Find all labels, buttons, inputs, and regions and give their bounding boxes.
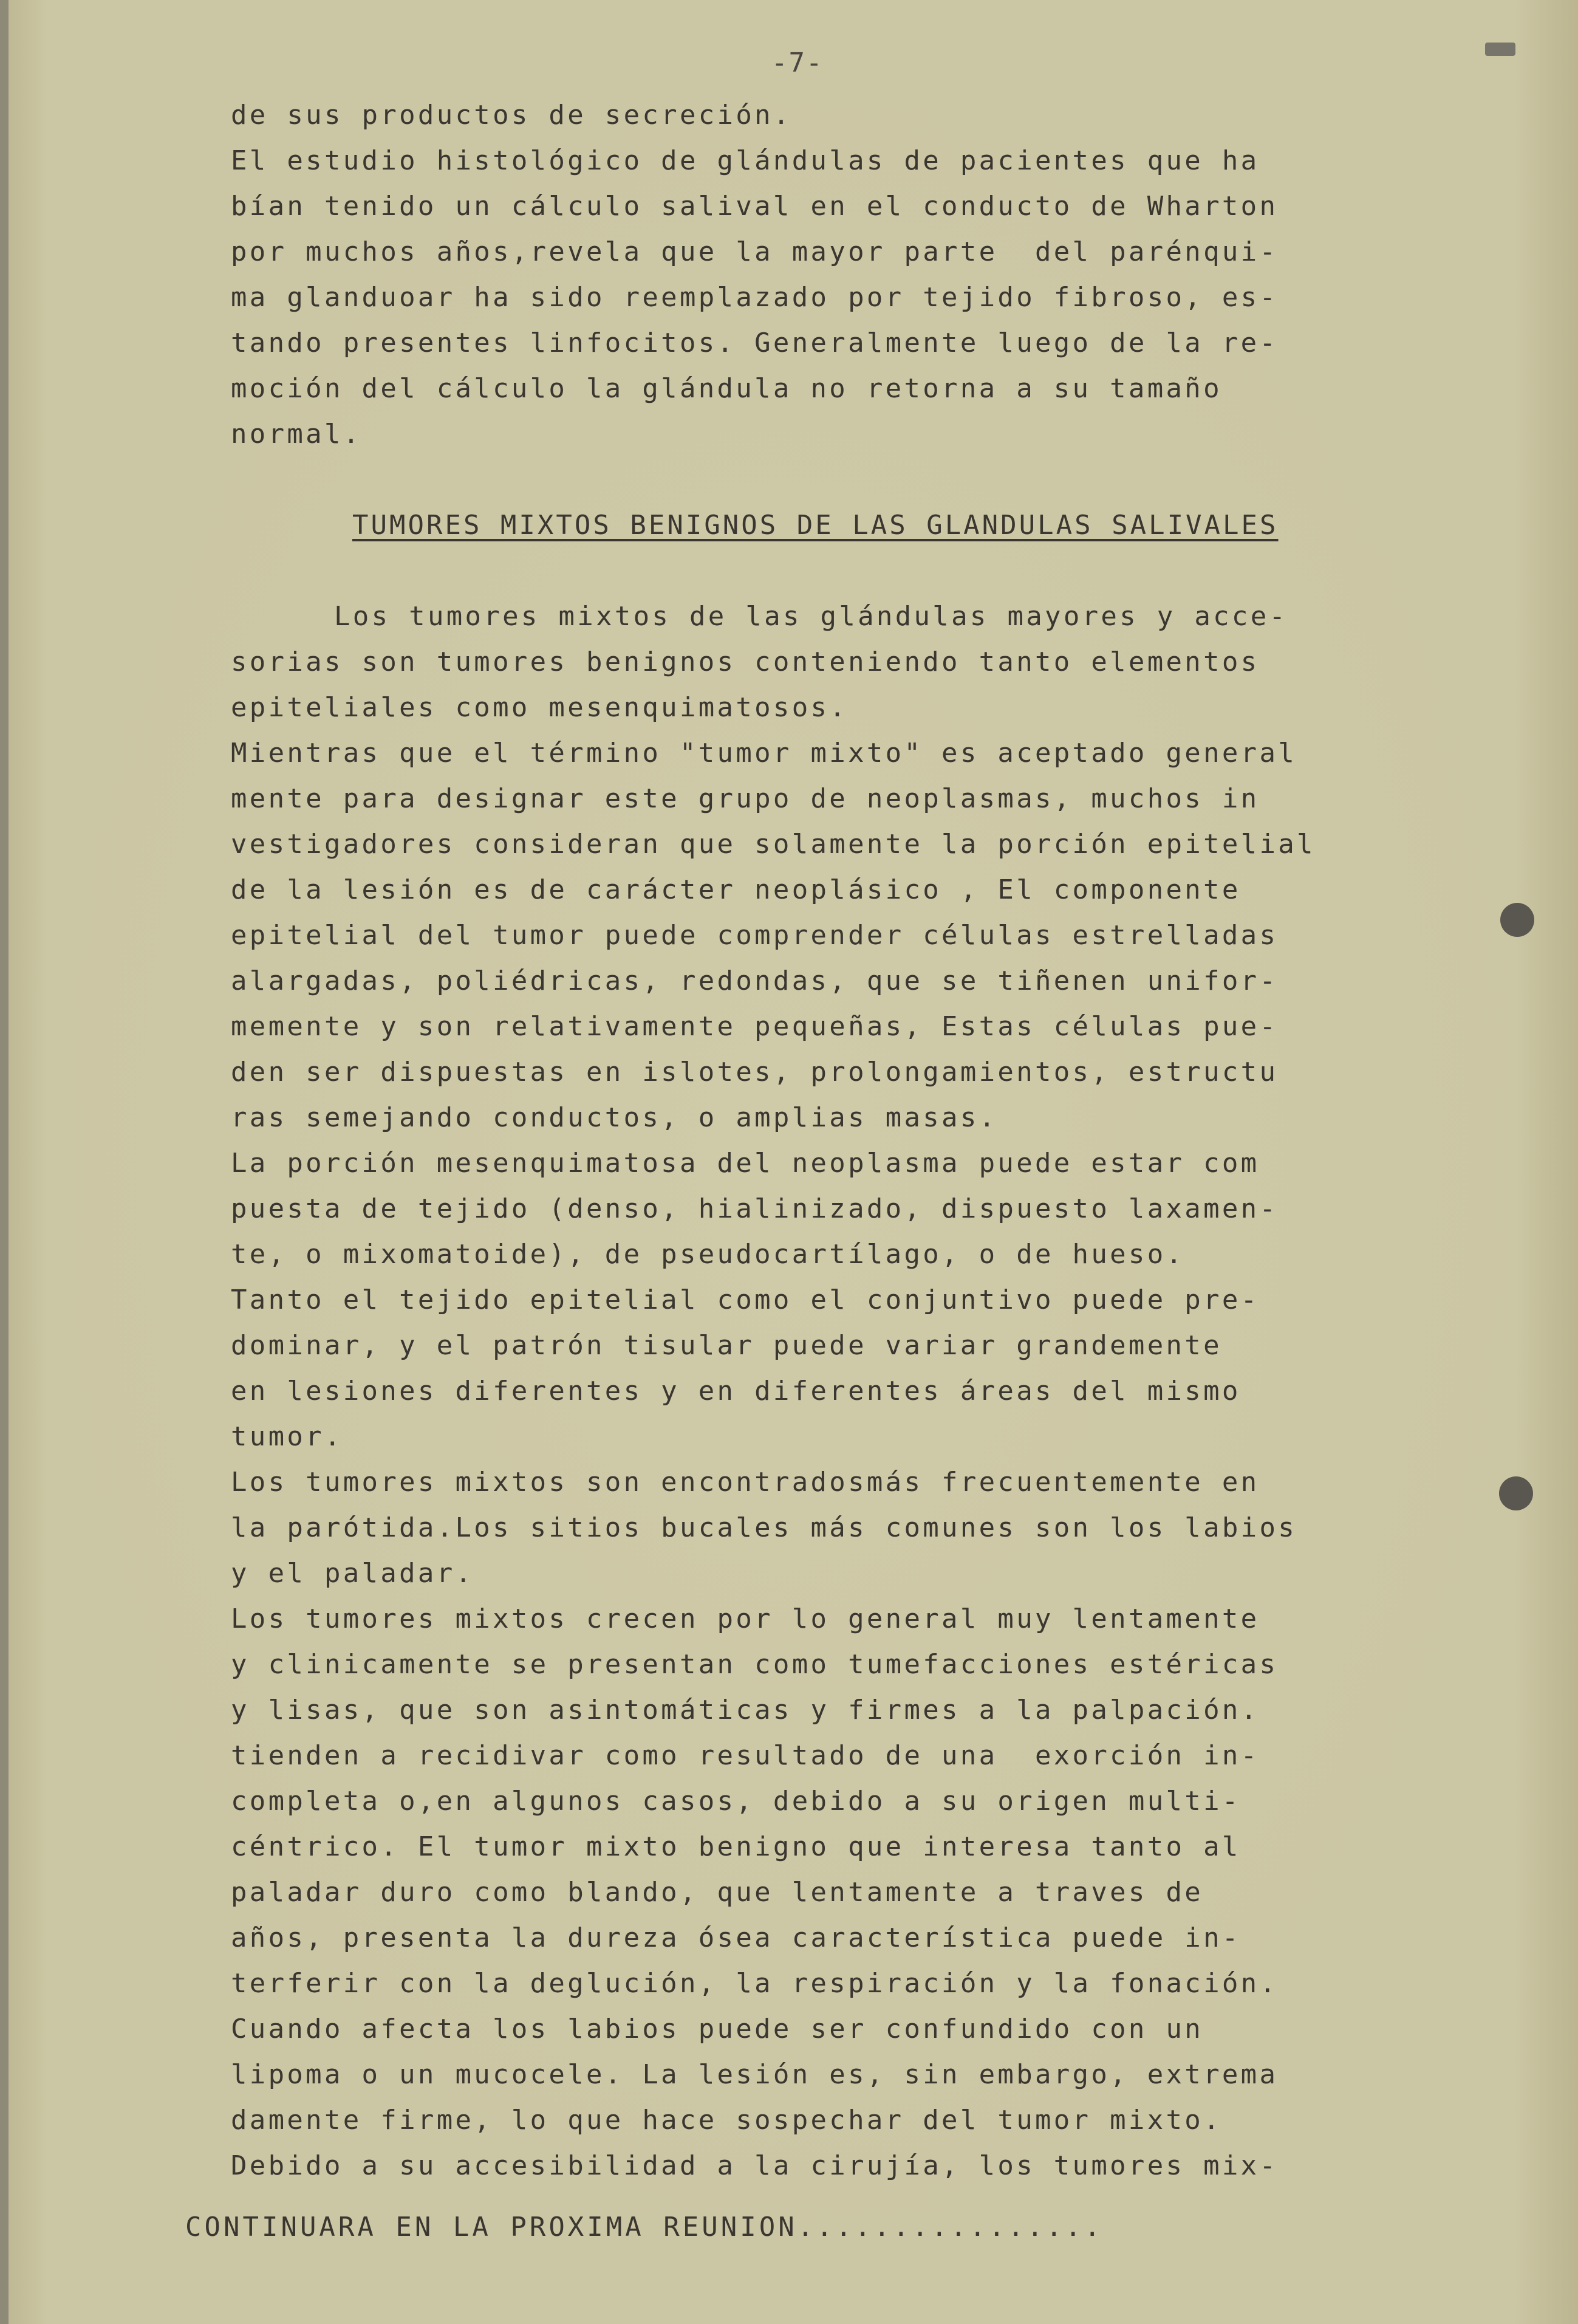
spacer — [231, 457, 1348, 502]
text-line: dominar, y el patrón tisular puede variar grandemente — [231, 1330, 1222, 1361]
text-line: años, presenta la dureza ósea característica puede in- — [231, 1922, 1241, 1953]
text-line: tienden a recidivar como resultado de una exorción in- — [231, 1740, 1260, 1771]
text-line: La porción mesenquimatosa del neoplasma puede estar com — [231, 1148, 1260, 1179]
text-line: ras semejando conductos, o amplias masas. — [231, 1102, 998, 1133]
spacer — [231, 548, 1348, 594]
text-line: bían tenido un cálculo salival en el conducto de Wharton — [231, 191, 1279, 222]
text-line: den ser dispuestas en islotes, prolongamientos, estructu — [231, 1057, 1279, 1088]
text-line: alargadas, poliédricas, redondas, que se tiñenen unifor- — [231, 965, 1279, 996]
text-line: te, o mixomatoide), de pseudocartílago, o de hueso. — [231, 1239, 1185, 1270]
text-line: normal. — [231, 419, 362, 450]
text-line: El estudio histológico de glándulas de pacientes que ha — [231, 145, 1260, 176]
text-line: puesta de tejido (denso, hialinizado, dispuesto laxamen- — [231, 1193, 1279, 1224]
text-line: Debido a su accesibilidad a la cirujía, los tumores mix- — [231, 2150, 1279, 2181]
binder-hole-bottom — [1499, 1476, 1533, 1510]
text-line: Los tumores mixtos son encontradosmás frecuentemente en — [231, 1467, 1260, 1498]
tape-mark — [1485, 43, 1515, 56]
text-line: de la lesión es de carácter neoplásico , El componente — [231, 874, 1241, 905]
text-line: completa o,en algunos casos, debido a su origen multi- — [231, 1786, 1241, 1817]
text-line: Mientras que el término "tumor mixto" es aceptado general — [231, 738, 1297, 769]
text-line: moción del cálculo la glándula no retorna a su tamaño — [231, 373, 1241, 404]
text-line: damente firme, lo que hace sospechar del tumor mixto. — [231, 2105, 1222, 2136]
paragraph-histology — [231, 92, 1348, 457]
text-line: sorias son tumores benignos conteniendo tanto elementos — [231, 646, 1260, 677]
page-edge — [0, 0, 9, 2324]
text-line: Los tumores mixtos crecen por lo general muy lentamente — [231, 1603, 1260, 1634]
text-line: Cuando afecta los labios puede ser confundido con un — [231, 2014, 1204, 2045]
text-line: terferir con la deglución, la respiración y la fonación. — [231, 1968, 1279, 1999]
text-line: Los tumores mixtos de las glándulas mayores y acce- — [334, 601, 1288, 632]
text-line: Tanto el tejido epitelial como el conjuntivo puede pre- — [231, 1284, 1260, 1315]
text-line: por muchos años,revela que la mayor parte del parénqui- — [231, 236, 1279, 267]
text-line: de sus productos de secreción. — [231, 100, 792, 131]
text-line: mente para designar este grupo de neoplasmas, muchos in — [231, 783, 1260, 814]
typed-page-body — [231, 92, 1348, 2189]
text-line: y el paladar. — [231, 1558, 474, 1589]
text-line: en lesiones diferentes y en diferentes áreas del mismo — [231, 1376, 1241, 1407]
text-line: céntrico. El tumor mixto benigno que interesa tanto al — [231, 1831, 1241, 1862]
text-line: y lisas, que son asintomáticas y firmes a la palpación. — [231, 1695, 1260, 1726]
text-line: la parótida.Los sitios bucales más comunes son los labios — [231, 1512, 1297, 1543]
text-line: vestigadores consideran que solamente la porción epitelial — [231, 829, 1316, 860]
text-line: ma glanduoar ha sido reemplazado por tejido fibroso, es- — [231, 282, 1279, 313]
text-line: tumor. — [231, 1421, 343, 1452]
continuation-footer: CONTINUARA EN LA PROXIMA REUNION................ — [185, 2212, 1104, 2243]
section-heading: TUMORES MIXTOS BENIGNOS DE LAS GLANDULAS SALIVALES — [352, 510, 1279, 541]
text-line: epiteliales como mesenquimatosos. — [231, 692, 849, 723]
text-line: memente y son relativamente pequeñas, Estas células pue- — [231, 1011, 1279, 1042]
page-number: -7- — [771, 47, 824, 78]
text-line: y clinicamente se presentan como tumefacciones estéricas — [231, 1649, 1279, 1680]
paragraph-mixed-tumors — [231, 594, 1348, 2189]
text-line: lipoma o un mucocele. La lesión es, sin embargo, extrema — [231, 2059, 1279, 2090]
text-line: tando presentes linfocitos. Generalmente luego de la re- — [231, 327, 1279, 358]
text-line: epitelial del tumor puede comprender células estrelladas — [231, 920, 1279, 951]
binder-hole-top — [1500, 903, 1534, 937]
text-line: paladar duro como blando, que lentamente a traves de — [231, 1877, 1204, 1908]
